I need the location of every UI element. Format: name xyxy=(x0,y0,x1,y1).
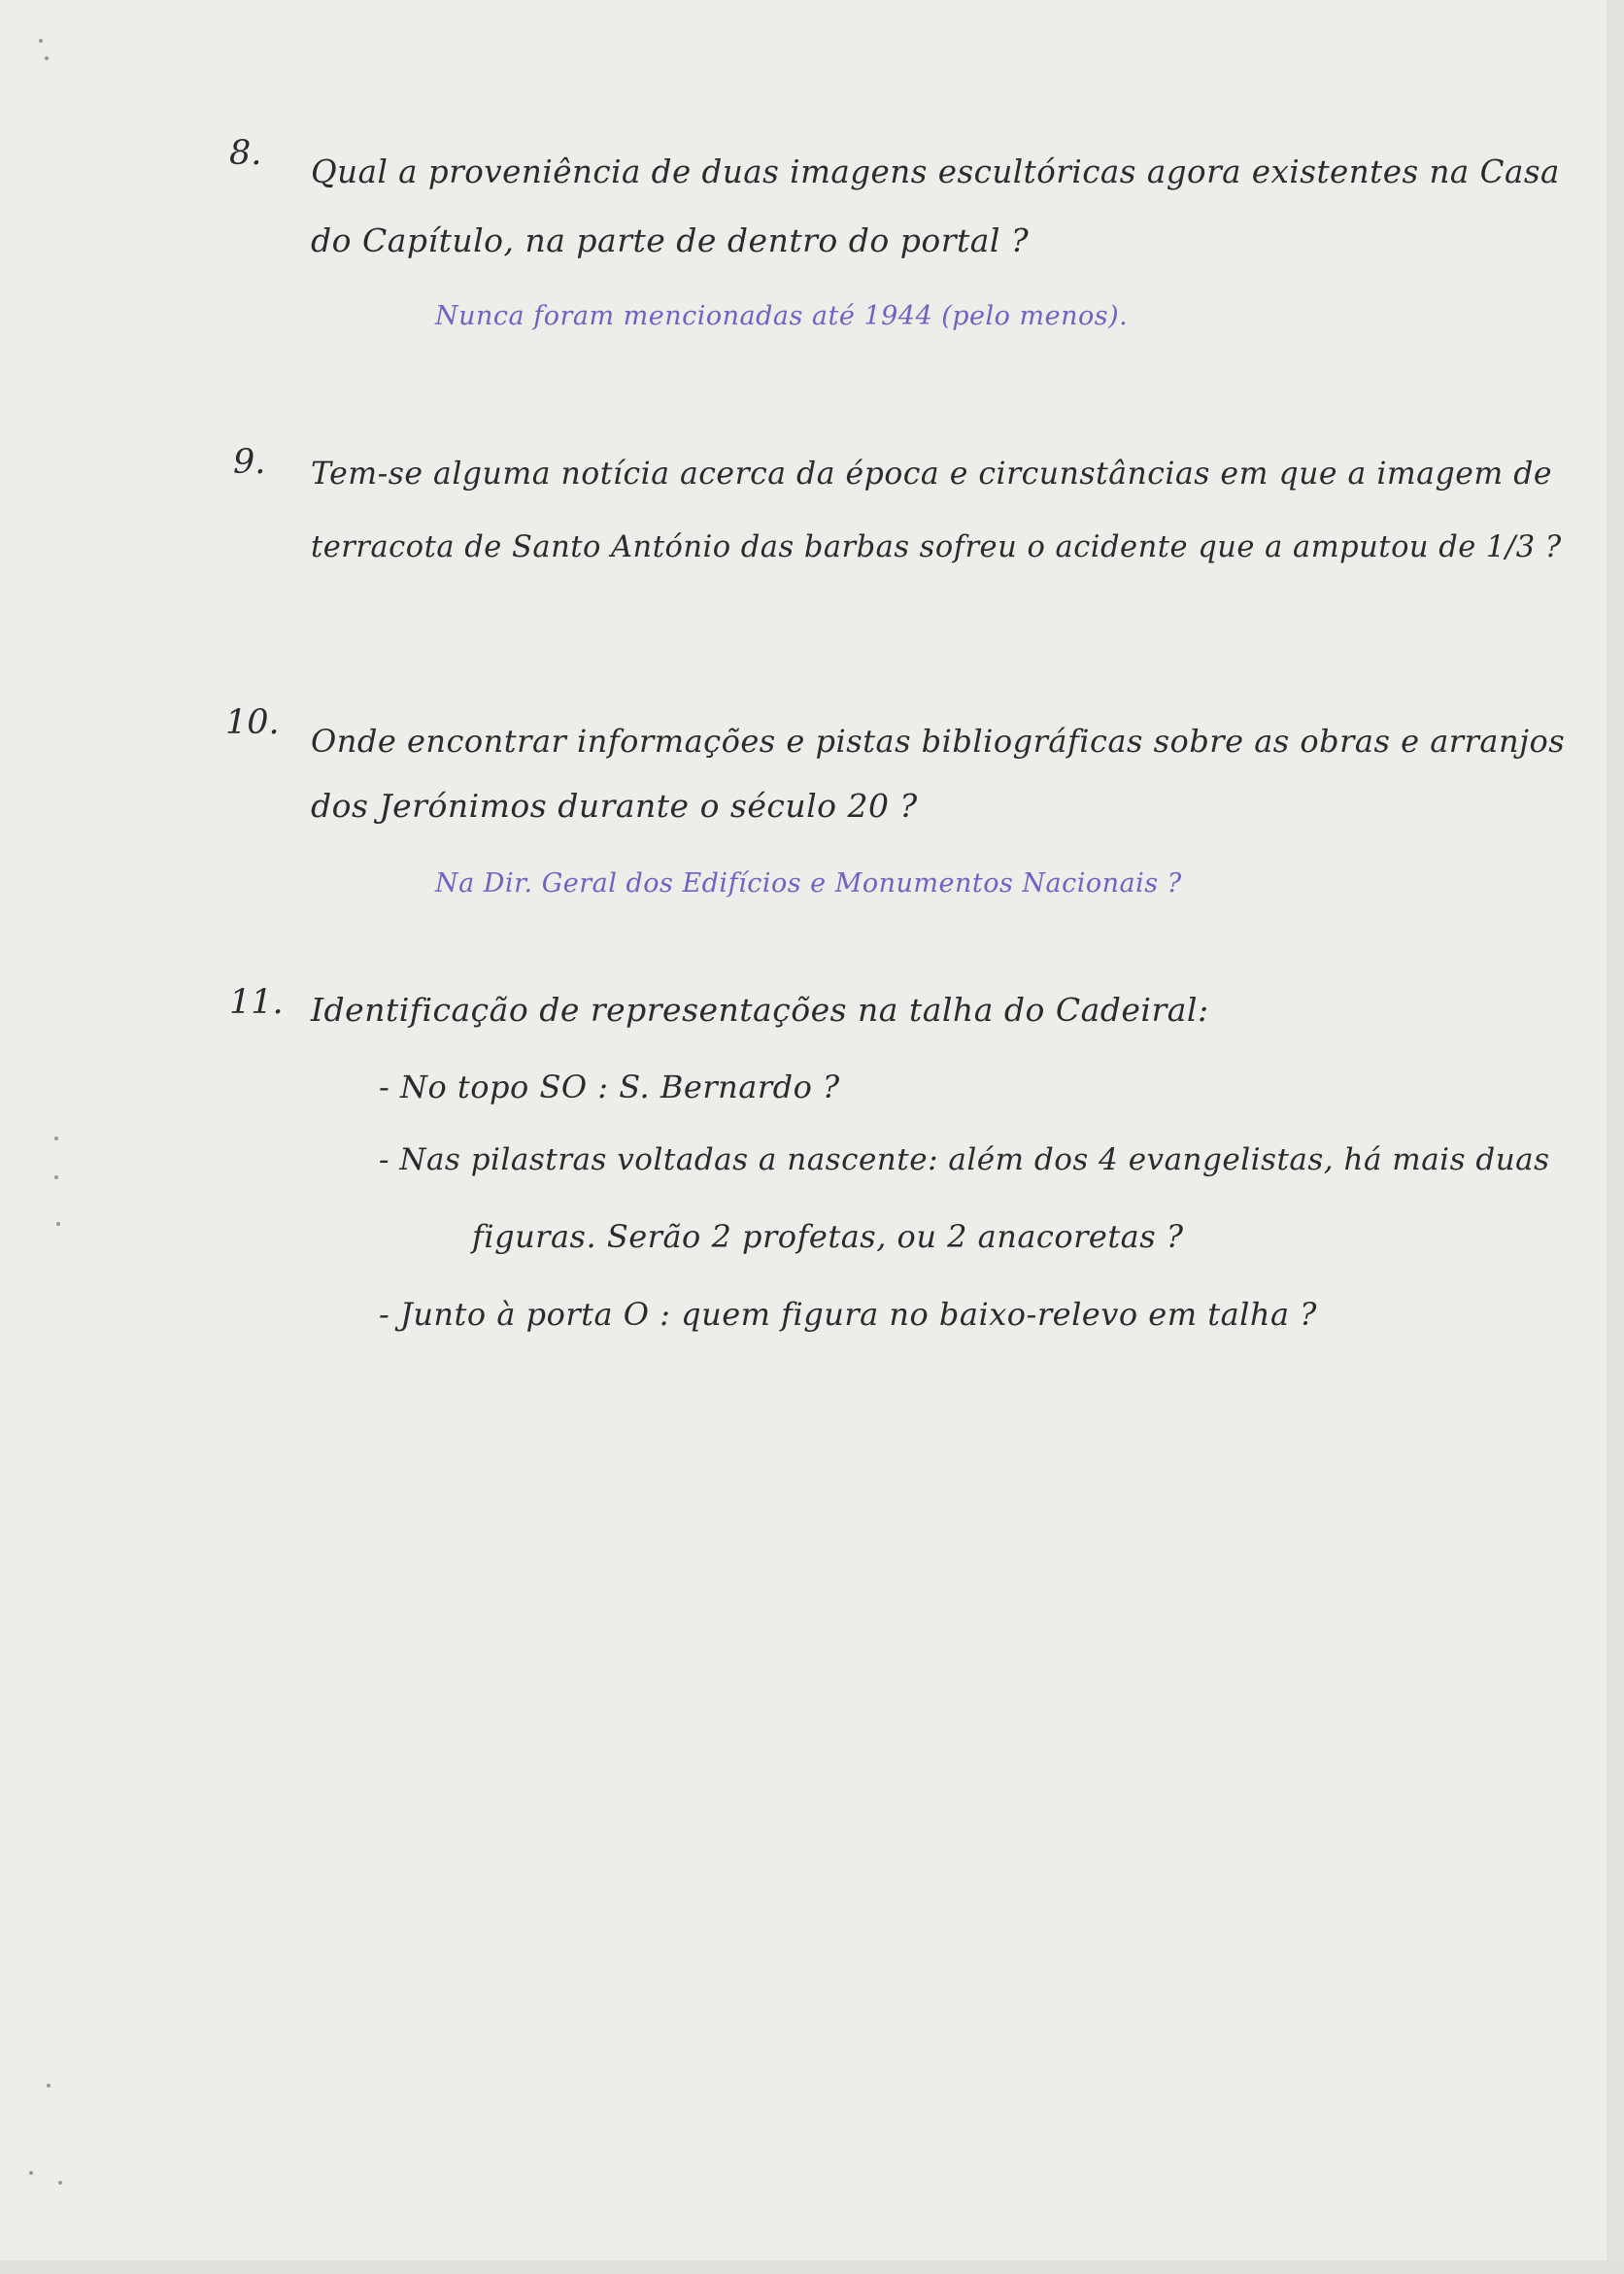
question-11-item-1: - No topo SO : S. Bernardo ? xyxy=(379,1069,840,1105)
question-10-line-1: Onde encontrar informações e pistas bibliográficas sobre as obras e arranjos xyxy=(311,723,1566,760)
page-right-edge xyxy=(1607,0,1624,2274)
question-10-line-2: dos Jerónimos durante o século 20 ? xyxy=(311,787,918,825)
paper-speck xyxy=(45,56,49,60)
paper-speck xyxy=(54,1137,58,1140)
question-8-number: 8. xyxy=(229,134,262,173)
question-9-number: 9. xyxy=(233,443,266,482)
question-9-line-2: terracota de Santo António das barbas sofreu o acidente que a amputou de 1/3 ? xyxy=(311,530,1562,564)
question-10-number: 10. xyxy=(225,703,280,742)
question-11-number: 11. xyxy=(229,983,284,1022)
question-8-answer: Nunca foram mencionadas até 1944 (pelo menos). xyxy=(435,301,1129,331)
page-bottom-edge xyxy=(0,2260,1624,2274)
paper-speck xyxy=(47,2084,51,2087)
paper-speck xyxy=(39,39,43,43)
question-10-answer: Na Dir. Geral dos Edifícios e Monumentos Nacionais ? xyxy=(435,868,1182,899)
question-11-line-1: Identificação de representações na talha do Cadeiral: xyxy=(311,991,1209,1029)
paper-speck xyxy=(54,1175,58,1179)
paper-speck xyxy=(29,2171,33,2175)
paper-speck xyxy=(58,2181,62,2185)
question-9-line-1: Tem-se alguma notícia acerca da época e circunstâncias em que a imagem de xyxy=(311,457,1553,492)
paper-speck xyxy=(56,1222,60,1226)
question-11-item-3: - Junto à porta O : quem figura no baixo-relevo em talha ? xyxy=(379,1296,1317,1333)
question-8-line-2: do Capítulo, na parte de dentro do portal ? xyxy=(311,221,1030,259)
question-8-line-1: Qual a proveniência de duas imagens escultóricas agora existentes na Casa xyxy=(311,153,1560,190)
question-11-item-2: - Nas pilastras voltadas a nascente: além dos 4 evangelistas, há mais duas xyxy=(379,1142,1550,1177)
question-11-item-2-continued: figuras. Serão 2 profetas, ou 2 anacoretas ? xyxy=(472,1218,1184,1255)
